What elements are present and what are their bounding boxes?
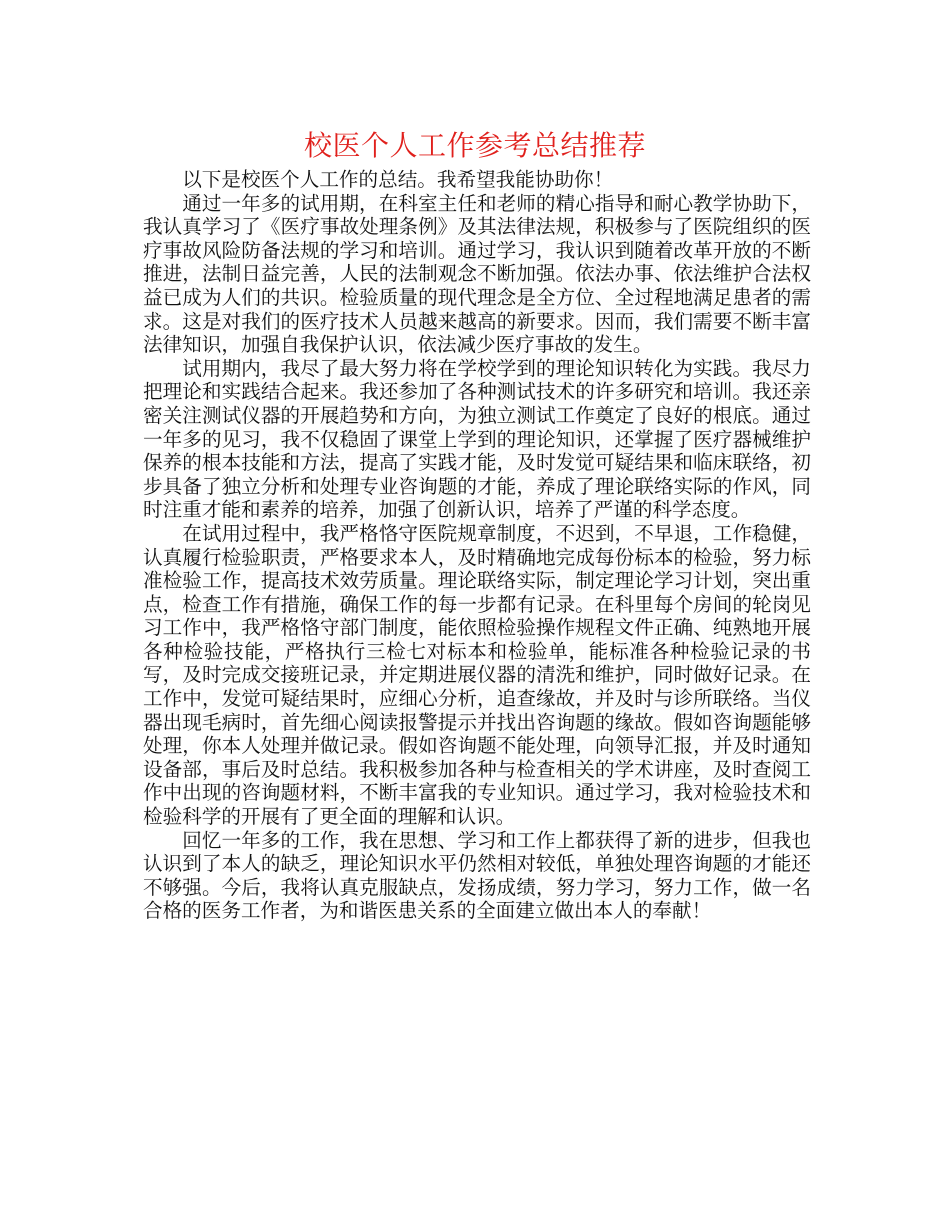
paragraph-law-study: 通过一年多的试用期，在科室主任和老师的精心指导和耐心教学协助下，我认真学习了《医疗事故处理条例》及其法律法规，积极参与了医院组织的医疗事故风险防备法规的学习和培训。通过学习，我认识到随着改革开放的不断推进，法制日益完善，人民的法制观念不断加强。依法办事、依法维护合法权益已成为人们的共识。检验质量的现代理念是全方位、全过程地满足患者的需求。这是对我们的医疗技术人员越来越高的新要求。因而，我们需要不断丰富法律知识，加强自我保护认识，依法减少医疗事故的发生。 xyxy=(143,191,811,357)
paragraph-intro: 以下是校医个人工作的总结。我希望我能协助你！ xyxy=(182,168,614,191)
document-body xyxy=(143,168,811,923)
document-title: 校医个人工作参考总结推荐 xyxy=(303,129,646,162)
paragraph-practice: 试用期内，我尽了最大努力将在学校学到的理论知识转化为实践。我尽力把理论和实践结合起来。我还参加了各种测试技术的许多研究和培训。我还亲密关注测试仪器的开展趋势和方向，为独立测试工作奠定了良好的根底。通过一年多的见习，我不仅稳固了课堂上学到的理论知识，还掌握了医疗器械维护保养的根本技能和方法，提高了实践才能，及时发觉可疑结果和临床联络，初步具备了独立分析和处理专业咨询题的才能，养成了理论联络实际的作风，同时注重才能和素养的培养，加强了创新认识，培养了严谨的科学态度。 xyxy=(143,356,811,522)
paragraph-work-conduct: 在试用过程中，我严格恪守医院规章制度，不迟到，不早退，工作稳健，认真履行检验职责，严格要求本人，及时精确地完成每份标本的检验，努力标准检验工作，提高技术效劳质量。理论联络实际，制定理论学习计划，突出重点，检查工作有措施，确保工作的每一步都有记录。在科里每个房间的轮岗见习工作中，我严格恪守部门制度，能依照检验操作规程文件正确、纯熟地开展各种检验技能，严格执行三检七对标本和检验单，能标准各种检验记录的书写，及时完成交接班记录，并定期进展仪器的清洗和维护，同时做好记录。在工作中，发觉可疑结果时，应细心分析，追查缘故，并及时与诊所联络。当仪器出现毛病时，首先细心阅读报警提示并找出咨询题的缘故。假如咨询题能够处理，你本人处理并做记录。假如咨询题不能处理，向领导汇报，并及时通知设备部，事后及时总结。我积极参加各种与检查相关的学术讲座，及时查阅工作中出现的咨询题材料，不断丰富我的专业知识。通过学习，我对检验技术和检验科学的开展有了更全面的理解和认识。 xyxy=(143,521,811,829)
paragraph-conclusion: 回忆一年多的工作，我在思想、学习和工作上都获得了新的进步，但我也认识到了本人的缺乏，理论知识水平仍然相对较低，单独处理咨询题的才能还不够强。今后，我将认真克服缺点，发扬成绩，努力学习，努力工作，做一名合格的医务工作者，为和谐医患关系的全面建立做出本人的奉献！ xyxy=(143,828,811,923)
